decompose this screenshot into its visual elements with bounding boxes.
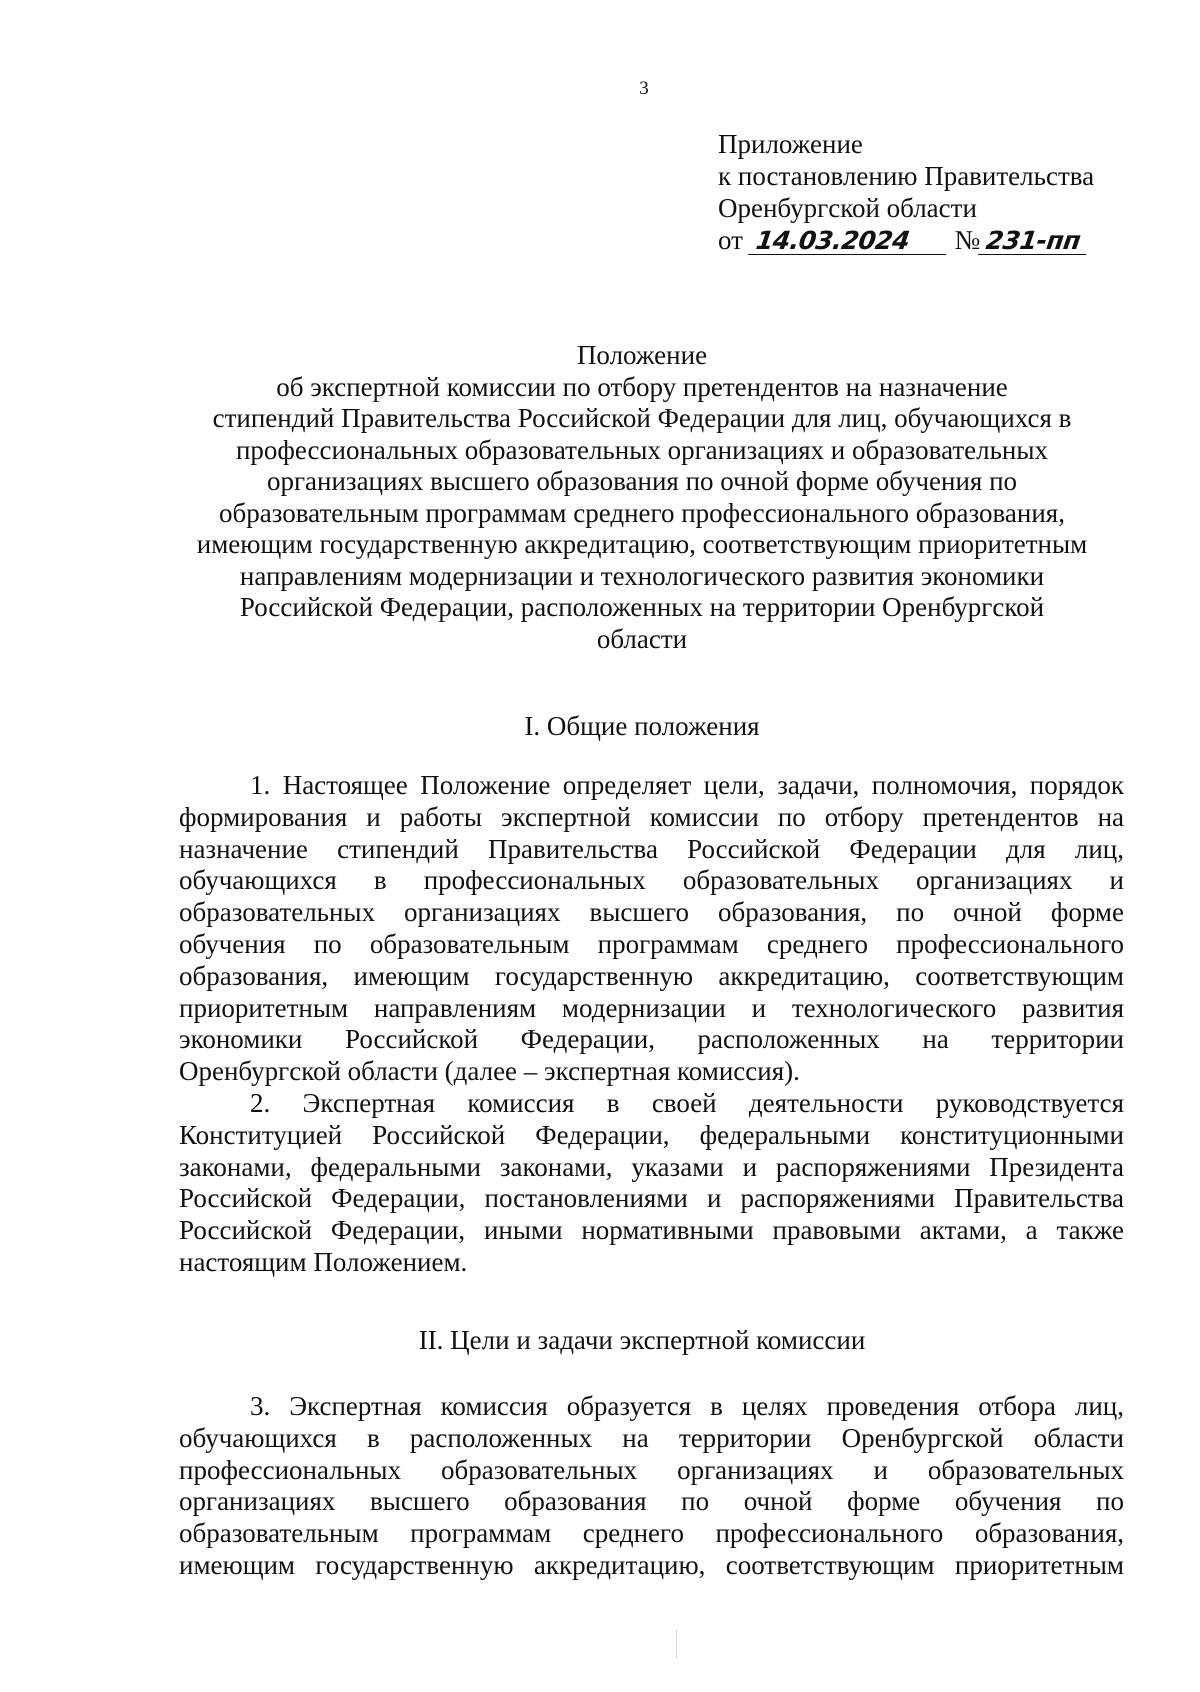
paragraph-line: имеющим государственную аккредитацию, соответствующим приоритетным: [179, 1549, 1124, 1580]
paragraph-line: 3. Экспертная комиссия образуется в целях проведения отбора лиц,: [250, 1391, 1124, 1421]
document-title: [160, 340, 1124, 655]
title-line: стипендий Правительства Российской Федерации для лиц, обучающихся в: [212, 403, 1072, 433]
paragraph-line: экономики Российской Федерации, расположенных на территории: [179, 1024, 1124, 1055]
section-heading-2: II. Цели и задачи экспертной комиссии: [418, 1325, 866, 1355]
title-line: области: [596, 623, 688, 654]
annex-number-label: №: [954, 225, 981, 255]
title-line: Российской Федерации, расположенных на территории Оренбургской: [239, 592, 1045, 622]
title-line: Положение: [576, 340, 708, 370]
annex-block: [718, 128, 1094, 256]
paragraph-line: настоящим Положением.: [179, 1246, 468, 1277]
paragraph-line: Российской Федерации, постановлениями и распоряжениями Правительства: [179, 1183, 1124, 1214]
title-line: направлениям модернизации и технологического развития экономики: [239, 560, 1045, 591]
paragraph-line: обучающихся в расположенных на территории Оренбургской области: [179, 1422, 1124, 1453]
paragraph-line: 1. Настоящее Положение определяет цели, задачи, полномочия, порядок: [250, 770, 1124, 800]
paragraph-line: образовательным программам среднего профессионального образования,: [179, 1518, 1124, 1549]
annex-line-2: к постановлению Правительства: [718, 161, 1095, 191]
paragraph-3: [179, 1391, 1124, 1582]
page-number: 3: [639, 78, 649, 99]
paragraph-line: организациях высшего образования по очной форме обучения по: [179, 1486, 1124, 1517]
paragraph-line: образования, имеющим государственную аккредитацию, соответствующим: [179, 960, 1124, 991]
scan-artifact: [676, 1630, 677, 1658]
handwritten-date: 14.03.2024: [748, 228, 950, 255]
paragraph-line: профессиональных образовательных организациях и образовательных: [179, 1454, 1124, 1485]
paragraph-line: образовательных организациях высшего образования, по очной форме: [179, 897, 1124, 928]
title-line: профессиональных образовательных организациях и образовательных: [235, 434, 1049, 465]
paragraph-line: приоритетным направлениям модернизации и технологического развития: [179, 992, 1124, 1023]
title-line: организациях высшего образования по очной форме обучения по: [266, 466, 1018, 496]
handwritten-number: 231-пп: [978, 228, 1090, 255]
paragraph-line: обучающихся в профессиональных образовательных организациях и: [179, 865, 1124, 896]
paragraph-line: Российской Федерации, иными нормативными правовыми актами, а также: [179, 1215, 1124, 1246]
annex-from-label: от: [718, 225, 743, 255]
paragraph-line: обучения по образовательным программам среднего профессионального: [179, 928, 1124, 959]
paragraph-line: Конституцией Российской Федерации, федеральными конституционными: [179, 1119, 1124, 1150]
annex-date-line: [718, 224, 1094, 256]
paragraph-2: [179, 1088, 1124, 1279]
annex-line-3: Оренбургской области: [718, 193, 977, 223]
paragraph-line: формирования и работы экспертной комиссии по отбору претендентов на: [179, 801, 1124, 832]
paragraph-line: законами, федеральными законами, указами и распоряжениями Президента: [179, 1151, 1124, 1182]
title-line: образовательным программам среднего профессионального образования,: [219, 497, 1065, 528]
title-line: имеющим государственную аккредитацию, соответствующим приоритетным: [196, 529, 1088, 559]
paragraph-line: 2. Экспертная комиссия в своей деятельности руководствуется: [250, 1088, 1124, 1118]
annex-line-1: Приложение: [718, 129, 863, 159]
paragraph-line: назначение стипендий Правительства Российской Федерации для лиц,: [179, 833, 1124, 864]
paragraph-line: Оренбургской области (далее – экспертная комиссия).: [179, 1056, 800, 1087]
title-line: об экспертной комиссии по отбору претендентов на назначение: [276, 371, 1008, 402]
section-heading-1: I. Общие положения: [524, 711, 760, 741]
paragraph-1: [179, 770, 1124, 1088]
